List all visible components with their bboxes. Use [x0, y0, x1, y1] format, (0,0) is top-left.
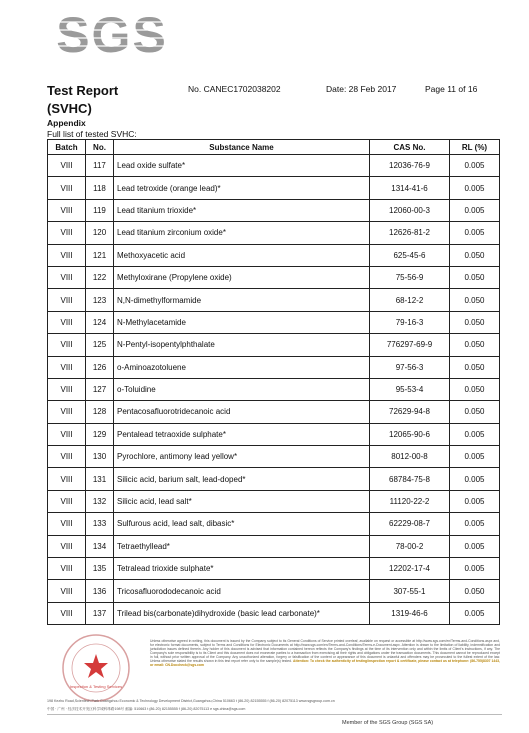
table-row [48, 535, 500, 557]
substance-cell: N-Methylacetamide [114, 311, 370, 333]
table-row [48, 177, 500, 199]
rl-cell: 0.050 [450, 289, 500, 311]
rl-cell: 0.050 [450, 356, 500, 378]
batch-cell: VIII [48, 558, 86, 580]
rl-cell: 0.050 [450, 580, 500, 602]
stamp-label: Inspection & Testing Services [69, 684, 123, 689]
cas-cell: 1314-41-6 [370, 177, 450, 199]
column-header: Substance Name [114, 140, 370, 155]
substance-cell: o-Aminoazotoluene [114, 356, 370, 378]
table-row [48, 490, 500, 512]
batch-cell: VIII [48, 244, 86, 266]
report-title [47, 83, 118, 117]
number-cell: 126 [86, 356, 114, 378]
table-row [48, 378, 500, 400]
table-row [48, 155, 500, 177]
column-header: No. [86, 140, 114, 155]
table-row [48, 222, 500, 244]
substance-cell: Lead oxide sulfate* [114, 155, 370, 177]
batch-cell: VIII [48, 446, 86, 468]
cas-cell: 62229-08-7 [370, 513, 450, 535]
column-header: Batch [48, 140, 86, 155]
title-line-1: Test Report [47, 83, 119, 98]
substance-cell: Pentalead tetraoxide sulphate* [114, 423, 370, 445]
cas-cell: 1319-46-6 [370, 602, 450, 624]
footer-disclaimer [150, 639, 500, 667]
substance-cell: o-Toluidine [114, 378, 370, 400]
batch-cell: VIII [48, 401, 86, 423]
appendix-heading: Appendix [47, 118, 86, 128]
number-cell: 125 [86, 334, 114, 356]
batch-cell: VIII [48, 468, 86, 490]
batch-cell: VIII [48, 199, 86, 221]
substance-cell: Methoxyacetic acid [114, 244, 370, 266]
rl-cell: 0.005 [450, 535, 500, 557]
table-row [48, 446, 500, 468]
cas-cell: 12060-00-3 [370, 199, 450, 221]
svhc-table [47, 139, 500, 625]
batch-cell: VIII [48, 580, 86, 602]
attention-text: Attention: To check the authenticity of testing/inspection report & certificate, please contact us at telephone: (86-755)8307 1443, or email: CN.Doccheck@sgs.com [150, 659, 501, 667]
table-row [48, 311, 500, 333]
rl-cell: 0.050 [450, 334, 500, 356]
rl-cell: 0.005 [450, 490, 500, 512]
batch-cell: VIII [48, 356, 86, 378]
table-row [48, 289, 500, 311]
rl-cell: 0.005 [450, 199, 500, 221]
page-number: Page 11 of 16 [425, 84, 478, 94]
rl-cell: 0.050 [450, 266, 500, 288]
number-cell: 136 [86, 580, 114, 602]
table-row [48, 423, 500, 445]
list-heading: Full list of tested SVHC: [47, 129, 137, 139]
cas-cell: 68-12-2 [370, 289, 450, 311]
batch-cell: VIII [48, 490, 86, 512]
cas-cell: 12202-17-4 [370, 558, 450, 580]
report-number: No. CANEC1702038202 [188, 84, 281, 94]
number-cell: 137 [86, 602, 114, 624]
rl-cell: 0.005 [450, 513, 500, 535]
table-row [48, 580, 500, 602]
number-cell: 130 [86, 446, 114, 468]
cas-cell: 625-45-6 [370, 244, 450, 266]
substance-cell: Pentacosafluorotridecanoic acid [114, 401, 370, 423]
cas-cell: 307-55-1 [370, 580, 450, 602]
rl-cell: 0.005 [450, 423, 500, 445]
substance-cell: Tricosafluorododecanoic acid [114, 580, 370, 602]
batch-cell: VIII [48, 266, 86, 288]
batch-cell: VIII [48, 222, 86, 244]
batch-cell: VIII [48, 535, 86, 557]
batch-cell: VIII [48, 289, 86, 311]
rl-cell: 0.005 [450, 468, 500, 490]
substance-cell: Tetraethyllead* [114, 535, 370, 557]
number-cell: 117 [86, 155, 114, 177]
cas-cell: 68784-75-8 [370, 468, 450, 490]
batch-cell: VIII [48, 155, 86, 177]
number-cell: 132 [86, 490, 114, 512]
number-cell: 122 [86, 266, 114, 288]
disclaimer-text: Unless otherwise agreed in writing, this document is issued by the Company subject to its General Conditions of Service printed overleaf, available on request or accessible at http://www.sgs.com/en/Terms-and-Conditions.aspx and, for electronic format documents, subject to Terms and Conditions for Electronic Documents at http://www.sgs.com/en/Terms-and-Conditions/Terms-e-Document.aspx. Attention is drawn to the limitation of liability, indemnification and jurisdiction issues defined therein. Any holder of this document is advised that information contained hereon reflects the Company's findings at the time of its intervention only and within the limits of Client's instructions, if any. The Company's sole responsibility is to its Client and this document does not exonerate parties to a transaction from exercising all their rights and obligations under the transaction documents. This document cannot be reproduced except in full, without prior written approval of the Company. Any unauthorized alteration, forgery or falsification of the content or appearance of this document is unlawful and offenders may be prosecuted to the fullest extent of the law. Unless otherwise stated the results shown in this test report refer only to the sample(s) tested. [150, 639, 500, 663]
table-row [48, 356, 500, 378]
table-row [48, 558, 500, 580]
rl-cell: 0.005 [450, 177, 500, 199]
svg-text:SGS: SGS [56, 8, 168, 62]
cas-cell: 78-00-2 [370, 535, 450, 557]
substance-cell: Lead tetroxide (orange lead)* [114, 177, 370, 199]
table-row [48, 244, 500, 266]
substance-cell: Methyloxirane (Propylene oxide) [114, 266, 370, 288]
substance-cell: Lead titanium trioxide* [114, 199, 370, 221]
cas-cell: 95-53-4 [370, 378, 450, 400]
footer-divider [47, 714, 502, 715]
number-cell: 120 [86, 222, 114, 244]
column-header: RL (%) [450, 140, 500, 155]
table-header-row [48, 140, 500, 155]
cas-cell: 79-16-3 [370, 311, 450, 333]
substance-cell: N-Pentyl-isopentylphthalate [114, 334, 370, 356]
substance-cell: Silicic acid, lead salt* [114, 490, 370, 512]
number-cell: 135 [86, 558, 114, 580]
cas-cell: 12065-90-6 [370, 423, 450, 445]
batch-cell: VIII [48, 334, 86, 356]
substance-cell: Sulfurous acid, lead salt, dibasic* [114, 513, 370, 535]
rl-cell: 0.050 [450, 378, 500, 400]
report-date: Date: 28 Feb 2017 [326, 84, 397, 94]
substance-cell: Pyrochlore, antimony lead yellow* [114, 446, 370, 468]
rl-cell: 0.005 [450, 558, 500, 580]
number-cell: 119 [86, 199, 114, 221]
cas-cell: 97-56-3 [370, 356, 450, 378]
substance-cell: N,N-dimethylformamide [114, 289, 370, 311]
sgs-logo [52, 8, 172, 62]
table-row [48, 266, 500, 288]
address-english: 198 Kezhu Road,Scientech Park Guangzhou Economic & Technology Development District,Guangzhou,China 510663 t (86-20) 82155555 f (86-20) 82075113 www.sgsgroup.com.cn [47, 699, 335, 703]
table-row [48, 468, 500, 490]
number-cell: 123 [86, 289, 114, 311]
rl-cell: 0.050 [450, 401, 500, 423]
cas-cell: 776297-69-9 [370, 334, 450, 356]
rl-cell: 0.005 [450, 155, 500, 177]
cas-cell: 12036-76-9 [370, 155, 450, 177]
rl-cell: 0.005 [450, 222, 500, 244]
number-cell: 118 [86, 177, 114, 199]
address-chinese: 中国 · 广州 · 经济技术开发区科学城科珠路198号 邮编: 510663 t (86-20) 82155555 f (86-20) 82075113 e sgs.china@sgs.com [47, 707, 246, 711]
cas-cell: 8012-00-8 [370, 446, 450, 468]
batch-cell: VIII [48, 177, 86, 199]
rl-cell: 0.005 [450, 446, 500, 468]
number-cell: 121 [86, 244, 114, 266]
table-row [48, 401, 500, 423]
cas-cell: 11120-22-2 [370, 490, 450, 512]
inspection-stamp [60, 632, 132, 704]
number-cell: 128 [86, 401, 114, 423]
batch-cell: VIII [48, 311, 86, 333]
table-row [48, 602, 500, 624]
number-cell: 129 [86, 423, 114, 445]
cas-cell: 75-56-9 [370, 266, 450, 288]
rl-cell: 0.050 [450, 244, 500, 266]
batch-cell: VIII [48, 602, 86, 624]
number-cell: 134 [86, 535, 114, 557]
member-statement: Member of the SGS Group (SGS SA) [342, 720, 434, 726]
cas-cell: 12626-81-2 [370, 222, 450, 244]
batch-cell: VIII [48, 378, 86, 400]
number-cell: 133 [86, 513, 114, 535]
column-header: CAS No. [370, 140, 450, 155]
rl-cell: 0.050 [450, 311, 500, 333]
table-row [48, 199, 500, 221]
cas-cell: 72629-94-8 [370, 401, 450, 423]
table-row [48, 334, 500, 356]
title-line-2: (SVHC) [47, 101, 92, 116]
substance-cell: Trilead bis(carbonate)dihydroxide (basic lead carbonate)* [114, 602, 370, 624]
substance-cell: Tetralead trioxide sulphate* [114, 558, 370, 580]
number-cell: 127 [86, 378, 114, 400]
batch-cell: VIII [48, 513, 86, 535]
rl-cell: 0.005 [450, 602, 500, 624]
substance-cell: Lead titanium zirconium oxide* [114, 222, 370, 244]
batch-cell: VIII [48, 423, 86, 445]
table-row [48, 513, 500, 535]
number-cell: 124 [86, 311, 114, 333]
substance-cell: Silicic acid, barium salt, lead-doped* [114, 468, 370, 490]
number-cell: 131 [86, 468, 114, 490]
